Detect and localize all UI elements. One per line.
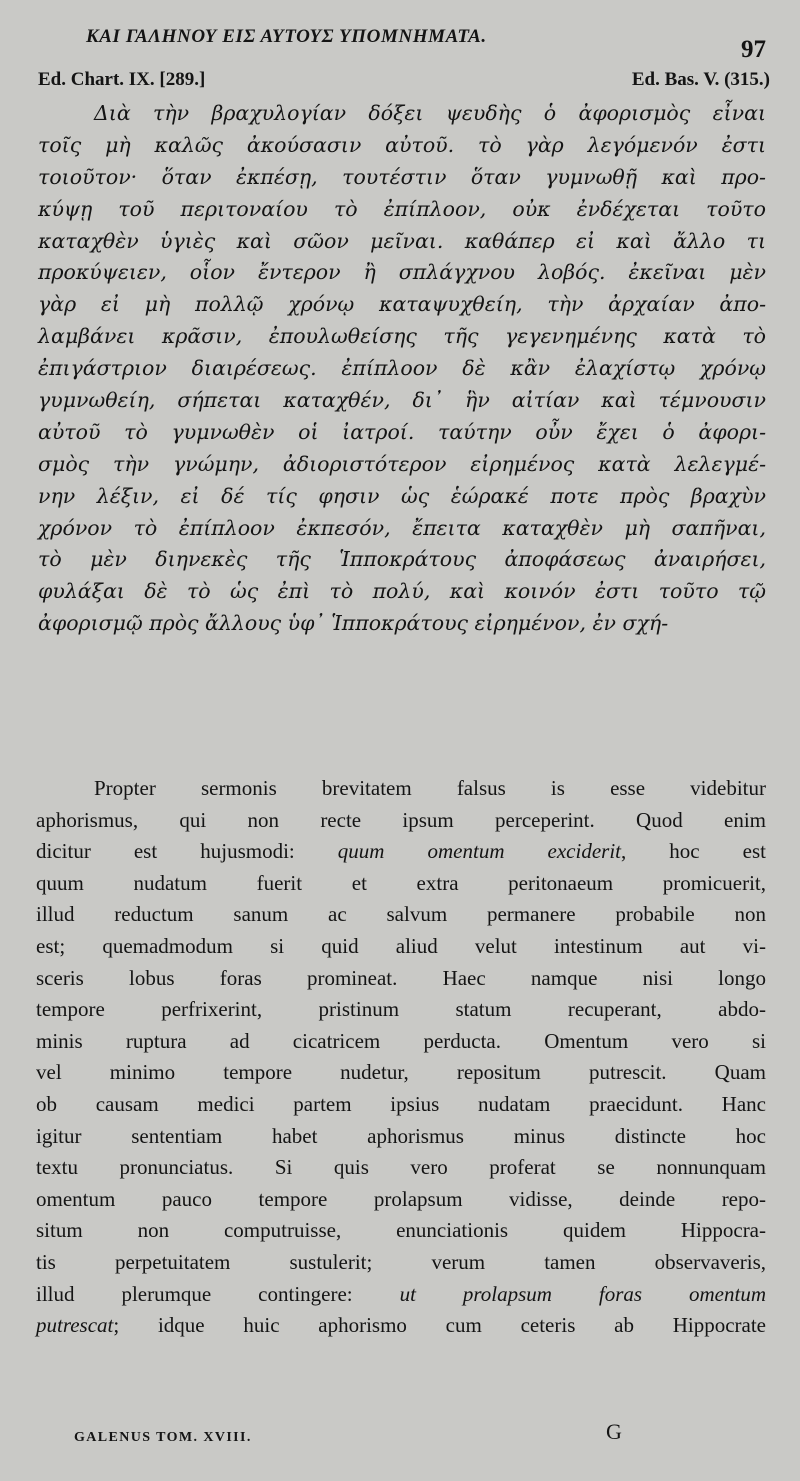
greek-line: τοιοῦτον· ὅταν ἐκπέσῃ, τουτέστιν ὅταν γυμνωθῇ καὶ προ- <box>38 164 766 189</box>
latin-segment: tempore perfrixerint, pristinum statum recuperant, abdo- <box>36 997 766 1022</box>
latin-segment: illud plerumque contingere: <box>36 1281 400 1306</box>
latin-line <box>36 836 766 868</box>
greek-line: τὸ μὲν διηνεκὲς τῆς Ἱπποκράτους ἀποφάσεως ἀναιρήσει, <box>38 547 766 572</box>
latin-line <box>36 1026 766 1058</box>
greek-line: σμὸς τὴν γνώμην, ἀδιοριστότερον εἰρημένος κατὰ λελεγμέ- <box>38 451 766 476</box>
latin-line <box>36 994 766 1026</box>
greek-text-block <box>38 98 766 640</box>
greek-line: Διὰ τὴν βραχυλογίαν δόξει ψευδὴς ὁ ἀφορισμὸς εἶναι <box>94 101 766 125</box>
latin-italic-segment: quum omentum exciderit <box>337 839 621 864</box>
footer-volume-line: GALENUS TOM. XVIII. <box>74 1430 252 1445</box>
latin-segment: , hoc est <box>621 839 766 864</box>
latin-line <box>36 1121 766 1153</box>
latin-segment: est; quemadmodum si quid aliud velut intestinum aut vi- <box>36 933 766 958</box>
latin-line <box>36 1310 766 1342</box>
latin-line <box>36 1279 766 1311</box>
greek-line: ἀφορισμῷ πρὸς ἄλλους ὑφ᾽ Ἱπποκράτους εἰρημένον, ἐν σχή- <box>38 611 669 636</box>
latin-line <box>36 1057 766 1089</box>
running-head: ΚΑΙ ΓΑΛΗΝΟΥ ΕΙΣ ΑΥΤΟΥΣ ΥΠΟΜΝΗΜΑΤΑ. <box>86 26 487 47</box>
edition-reference-right: Ed. Bas. V. (315.) <box>631 69 770 90</box>
latin-segment: quum nudatum fuerit et extra peritonaeum promicuerit, <box>36 870 766 895</box>
latin-line <box>36 931 766 963</box>
latin-segment: tis perpetuitatem sustulerit; verum tamen observaveris, <box>36 1249 766 1274</box>
latin-segment: omentum pauco tempore prolapsum vidisse, deinde repo- <box>36 1186 766 1211</box>
latin-line <box>36 1215 766 1247</box>
latin-segment: sceris lobus foras promineat. Haec namque nisi longo <box>36 965 766 990</box>
greek-line: χρόνον τὸ ἐπίπλοον ἐκπεσόν, ἔπειτα καταχθὲν μὴ σαπῆναι, <box>38 515 766 540</box>
latin-segment: igitur sententiam habet aphorismus minus distincte hoc <box>36 1123 766 1148</box>
greek-line: ἐπιγάστριον διαιρέσεως. ἐπίπλοον δὲ κἂν ἐλαχίστῳ χρόνῳ <box>38 356 766 381</box>
greek-line: καταχθὲν ὑγιὲς καὶ σῶον μεῖναι. καθάπερ εἰ καὶ ἄλλο τι <box>38 228 766 253</box>
latin-line <box>36 868 766 900</box>
latin-segment: aphorismus, qui non recte ipsum perceperint. Quod enim <box>36 807 766 832</box>
latin-text-block <box>36 773 766 1342</box>
latin-line <box>36 963 766 995</box>
greek-line: νην λέξιν, εἰ δέ τίς φησιν ὡς ἑώρακέ ποτε πρὸς βραχὺν <box>38 483 766 508</box>
greek-line: γυμνωθείη, σήπεται καταχθέν, δι᾽ ἣν αἰτίαν καὶ τέμνουσιν <box>38 388 766 413</box>
latin-segment: situm non computruisse, enunciationis quidem Hippocra- <box>36 1218 766 1243</box>
edition-reference-left: Ed. Chart. IX. [289.] <box>38 69 206 90</box>
latin-segment: textu pronunciatus. Si quis vero proferat se nonnunquam <box>36 1155 766 1180</box>
page-number: 97 <box>741 36 766 63</box>
greek-line: γὰρ εἰ μὴ πολλῷ χρόνῳ καταψυχθείη, τὴν ἀρχαίαν ἀπο- <box>38 292 766 317</box>
latin-line <box>36 899 766 931</box>
signature-mark: G <box>606 1419 622 1444</box>
latin-segment: minis ruptura ad cicatricem perducta. Omentum vero si <box>36 1028 766 1053</box>
greek-line: κύψῃ τοῦ περιτοναίου τὸ ἐπίπλοον, οὐκ ἐνδέχεται τοῦτο <box>38 196 766 221</box>
greek-line: λαμβάνει κρᾶσιν, ἐπουλωθείσης τῆς γεγενημένης κατὰ τὸ <box>38 324 766 349</box>
greek-line: αὐτοῦ τὸ γυμνωθὲν οἱ ἰατροί. ταύτην οὖν ἔχει ὁ ἀφορι- <box>38 419 766 444</box>
latin-italic-segment: ut prolapsum foras omentum <box>399 1281 766 1306</box>
latin-segment: Propter sermonis brevitatem falsus is esse videbitur <box>94 776 766 800</box>
greek-line: τοῖς μὴ καλῶς ἀκούσασιν αὐτοῦ. τὸ γὰρ λεγόμενόν ἐστι <box>38 132 766 157</box>
latin-line <box>36 805 766 837</box>
latin-line <box>36 1184 766 1216</box>
latin-segment: dicitur est hujusmodi: <box>36 839 338 864</box>
latin-line <box>36 1247 766 1279</box>
latin-line <box>36 773 766 805</box>
greek-line: προκύψειεν, οἷον ἔντερον ἢ σπλάγχνου λοβός. ἐκεῖναι μὲν <box>38 260 766 285</box>
latin-line <box>36 1152 766 1184</box>
latin-italic-segment: putrescat <box>36 1313 114 1338</box>
latin-segment: ob causam medici partem ipsius nudatam praecidunt. Hanc <box>36 1091 766 1116</box>
latin-segment: illud reductum sanum ac salvum permanere probabile non <box>36 902 766 927</box>
latin-segment: ; idque huic aphorismo cum ceteris ab Hippocrate <box>113 1313 766 1338</box>
latin-segment: vel minimo tempore nudetur, repositum putrescit. Quam <box>36 1060 766 1085</box>
greek-line: φυλάξαι δὲ τὸ ὡς ἐπὶ τὸ πολύ, καὶ κοινόν ἐστι τοῦτο τῷ <box>38 579 766 604</box>
latin-line <box>36 1089 766 1121</box>
